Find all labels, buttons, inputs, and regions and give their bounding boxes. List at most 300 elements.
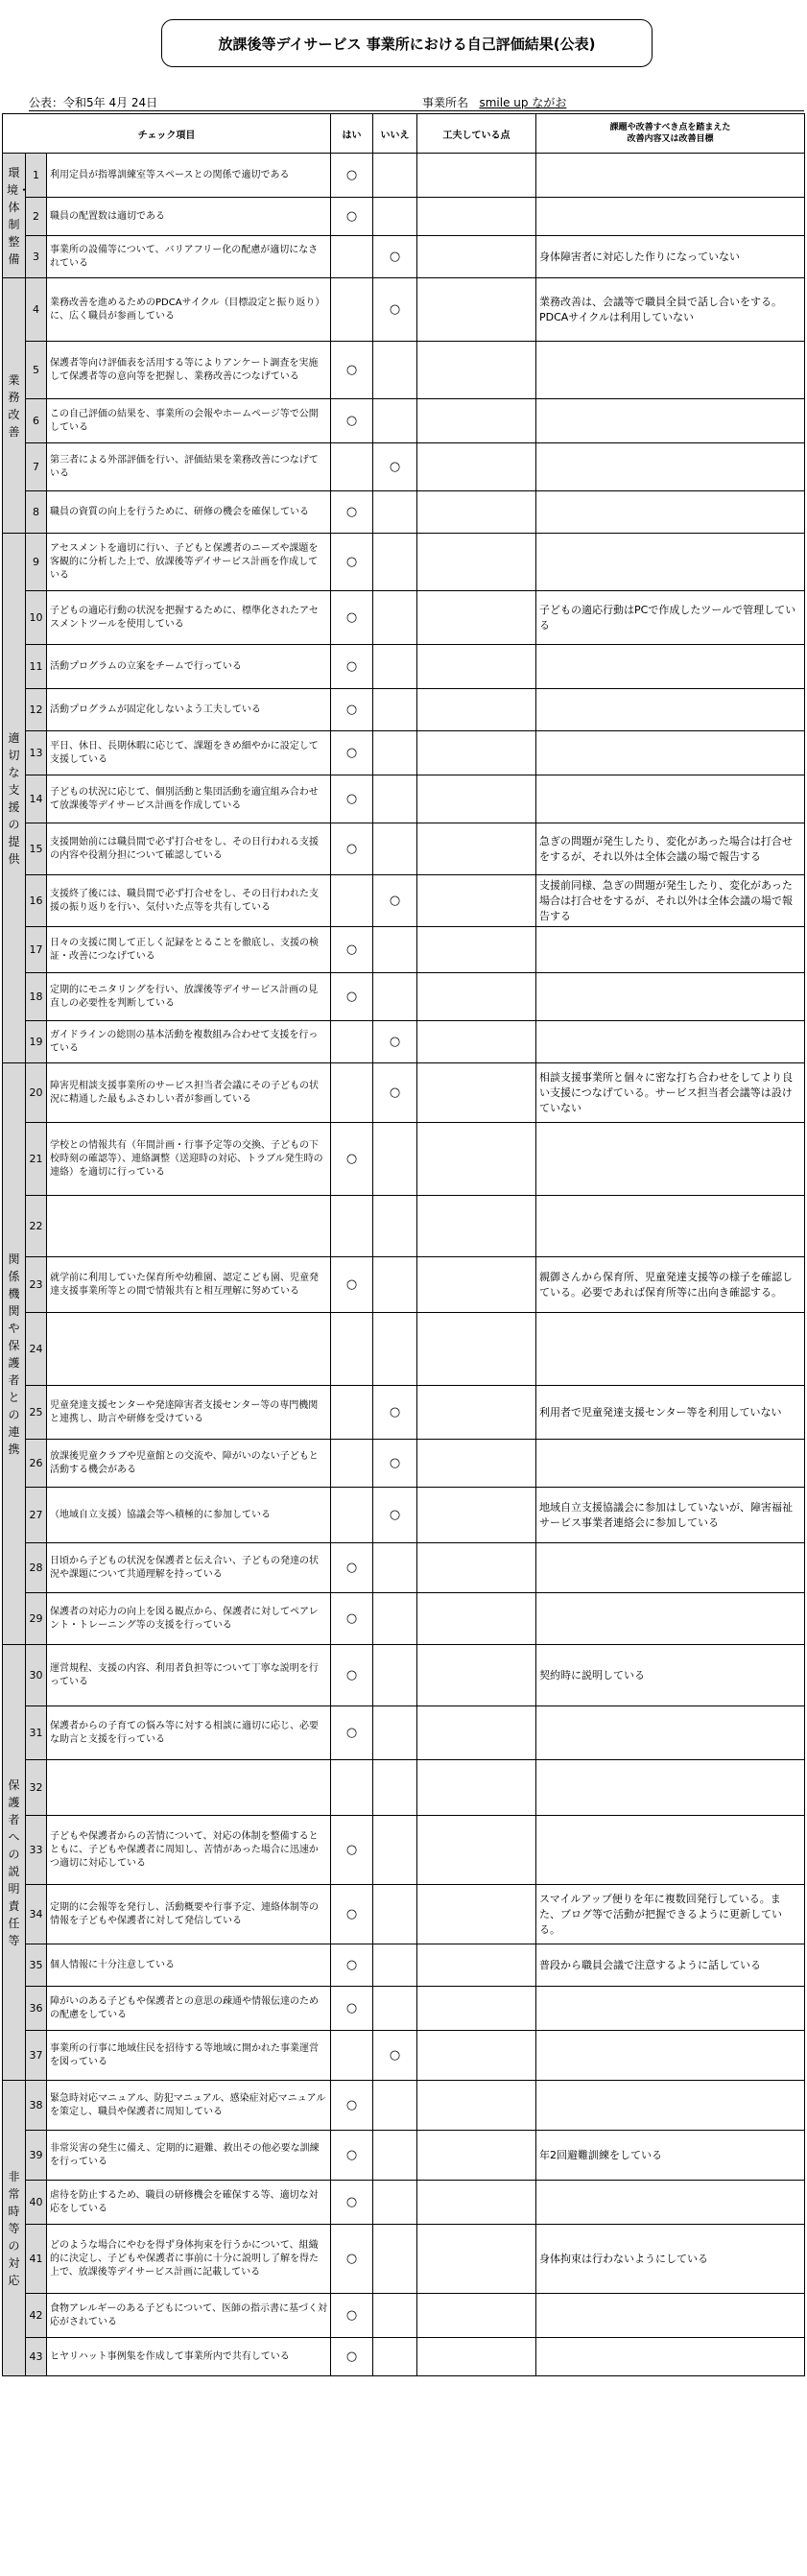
- table-row: [3, 534, 805, 591]
- no-mark: [373, 1257, 417, 1313]
- evaluation-table: [2, 113, 805, 2376]
- improvement-text: [536, 1021, 805, 1063]
- table-row: [3, 399, 805, 443]
- row-number: 35: [26, 1944, 47, 1987]
- table-row: [3, 927, 805, 973]
- table-row: [3, 2031, 805, 2081]
- check-item-text: [47, 1313, 331, 1386]
- table-row: [3, 1593, 805, 1645]
- no-mark: ○: [373, 1063, 417, 1123]
- check-item-text: （地域自立支援）協議会等へ積極的に参加している: [47, 1488, 331, 1543]
- row-number: 33: [26, 1816, 47, 1885]
- effort-text: [417, 973, 536, 1021]
- yes-mark: [331, 1196, 373, 1257]
- yes-mark: ○: [331, 927, 373, 973]
- effort-text: [417, 1645, 536, 1706]
- effort-text: [417, 823, 536, 875]
- no-mark: [373, 491, 417, 534]
- effort-text: [417, 278, 536, 342]
- effort-text: [417, 443, 536, 491]
- row-number: 42: [26, 2294, 47, 2338]
- table-row: [3, 2338, 805, 2376]
- check-item-text: 学校との情報共有（年間計画・行事予定等の交換、子どもの下校時刻の確認等）、連絡調整（送迎時の対応、トラブル発生時の連絡）を適切に行っている: [47, 1123, 331, 1196]
- check-item-text: 緊急時対応マニュアル、防犯マニュアル、感染症対応マニュアルを策定し、職員や保護者に周知している: [47, 2081, 331, 2131]
- improvement-text: [536, 1440, 805, 1488]
- row-number: 28: [26, 1543, 47, 1593]
- effort-text: [417, 1816, 536, 1885]
- category-label: 関係機関や保護者との連携: [3, 1063, 26, 1645]
- table-row: [3, 1440, 805, 1488]
- header-yes: はい: [331, 114, 373, 154]
- improvement-text: [536, 973, 805, 1021]
- category-label: 業務改善: [3, 278, 26, 534]
- improvement-text: [536, 154, 805, 198]
- no-mark: [373, 1313, 417, 1386]
- check-item-text: 活動プログラムが固定化しないよう工夫している: [47, 689, 331, 731]
- yes-mark: ○: [331, 1257, 373, 1313]
- check-item-text: 定期的に会報等を発行し、活動概要や行事予定、連絡体制等の情報を子どもや保護者に対して発信している: [47, 1885, 331, 1944]
- no-mark: [373, 1760, 417, 1816]
- yes-mark: ○: [331, 1816, 373, 1885]
- effort-text: [417, 875, 536, 927]
- improvement-text: [536, 2031, 805, 2081]
- improvement-text: 身体拘束は行わないようにしている: [536, 2225, 805, 2294]
- yes-mark: ○: [331, 399, 373, 443]
- yes-mark: ○: [331, 2294, 373, 2338]
- check-item-text: 職員の配置数は適切である: [47, 198, 331, 236]
- row-number: 13: [26, 731, 47, 775]
- row-number: 6: [26, 399, 47, 443]
- table-row: [3, 198, 805, 236]
- table-row: [3, 2131, 805, 2181]
- row-number: 7: [26, 443, 47, 491]
- category-label: 環境・体制整備: [3, 154, 26, 278]
- check-item-text: 定期的にモニタリングを行い、放課後等デイサービス計画の見直しの必要性を判断している: [47, 973, 331, 1021]
- no-mark: [373, 1885, 417, 1944]
- improvement-text: [536, 1123, 805, 1196]
- no-mark: [373, 2338, 417, 2376]
- check-item-text: 障害児相談支援事業所のサービス担当者会議にその子どもの状況に精通した最もふさわしい者が参画している: [47, 1063, 331, 1123]
- check-item-text: どのような場合にやむを得ず身体拘束を行うかについて、組織的に決定し、子どもや保護者に事前に十分に説明し了解を得た上で、放課後等デイサービス計画に記載している: [47, 2225, 331, 2294]
- no-mark: [373, 1196, 417, 1257]
- check-item-text: アセスメントを適切に行い、子どもと保護者のニーズや課題を客観的に分析した上で、放課後等デイサービス計画を作成している: [47, 534, 331, 591]
- office-name: smile up ながお: [479, 96, 567, 109]
- improvement-text: 利用者で児童発達支援センター等を利用していない: [536, 1386, 805, 1440]
- improvement-text: 子どもの適応行動はPCで作成したツールで管理している: [536, 591, 805, 645]
- no-mark: [373, 2081, 417, 2131]
- effort-text: [417, 1760, 536, 1816]
- check-item-text: 保護者からの子育ての悩み等に対する相談に適切に応じ、必要な助言と支援を行っている: [47, 1706, 331, 1760]
- check-item-text: 食物アレルギーのある子どもについて、医師の指示書に基づく対応がされている: [47, 2294, 331, 2338]
- check-item-text: 非常災害の発生に備え、定期的に避難、救出その他必要な訓練を行っている: [47, 2131, 331, 2181]
- effort-text: [417, 645, 536, 689]
- improvement-text: 親御さんから保育所、児童発達支援等の様子を確認している。必要であれば保育所等に出向き確認する。: [536, 1257, 805, 1313]
- check-item-text: 活動プログラムの立案をチームで行っている: [47, 645, 331, 689]
- table-row: [3, 1063, 805, 1123]
- improvement-text: 普段から職員会議で注意するように話している: [536, 1944, 805, 1987]
- no-mark: ○: [373, 2031, 417, 2081]
- row-number: 27: [26, 1488, 47, 1543]
- effort-text: [417, 1313, 536, 1386]
- effort-text: [417, 1488, 536, 1543]
- yes-mark: ○: [331, 2081, 373, 2131]
- table-row: [3, 689, 805, 731]
- check-item-text: 障がいのある子どもや保護者との意思の疎通や情報伝達のための配慮をしている: [47, 1987, 331, 2031]
- table-row: [3, 1488, 805, 1543]
- no-mark: [373, 973, 417, 1021]
- row-number: 16: [26, 875, 47, 927]
- yes-mark: ○: [331, 973, 373, 1021]
- header-improve-line2: 改善内容又は改善目標: [627, 134, 714, 144]
- effort-text: [417, 731, 536, 775]
- effort-text: [417, 1440, 536, 1488]
- row-number: 36: [26, 1987, 47, 2031]
- no-mark: [373, 927, 417, 973]
- yes-mark: ○: [331, 1987, 373, 2031]
- effort-text: [417, 927, 536, 973]
- yes-mark: ○: [331, 491, 373, 534]
- no-mark: [373, 823, 417, 875]
- category-label: 非常時等の対応: [3, 2081, 26, 2376]
- yes-mark: [331, 1440, 373, 1488]
- effort-text: [417, 154, 536, 198]
- effort-text: [417, 198, 536, 236]
- check-item-text: 児童発達支援センターや発達障害者支援センター等の専門機関と連携し、助言や研修を受けている: [47, 1386, 331, 1440]
- yes-mark: [331, 1063, 373, 1123]
- row-number: 10: [26, 591, 47, 645]
- effort-text: [417, 775, 536, 823]
- table-row: [3, 731, 805, 775]
- check-item-text: 子どもの適応行動の状況を把握するために、標準化されたアセスメントツールを使用している: [47, 591, 331, 645]
- check-item-text: [47, 1760, 331, 1816]
- effort-text: [417, 2131, 536, 2181]
- yes-mark: ○: [331, 1543, 373, 1593]
- improvement-text: [536, 1760, 805, 1816]
- table-row: [3, 1313, 805, 1386]
- yes-mark: [331, 236, 373, 278]
- yes-mark: [331, 443, 373, 491]
- improvement-text: [536, 2081, 805, 2131]
- row-number: 11: [26, 645, 47, 689]
- improvement-text: [536, 775, 805, 823]
- yes-mark: [331, 1021, 373, 1063]
- table-row: [3, 443, 805, 491]
- table-row: [3, 1987, 805, 2031]
- improvement-text: 契約時に説明している: [536, 1645, 805, 1706]
- improvement-text: 急ぎの問題が発生したり、変化があった場合は打合せをするが、それ以外は全体会議の場で報告する: [536, 823, 805, 875]
- effort-text: [417, 399, 536, 443]
- table-row: [3, 236, 805, 278]
- row-number: 29: [26, 1593, 47, 1645]
- table-row: [3, 2081, 805, 2131]
- table-row: [3, 1706, 805, 1760]
- check-item-text: 事業所の設備等について、バリアフリー化の配慮が適切になされている: [47, 236, 331, 278]
- check-item-text: 個人情報に十分注意している: [47, 1944, 331, 1987]
- improvement-text: [536, 2181, 805, 2225]
- yes-mark: [331, 875, 373, 927]
- table-row: [3, 491, 805, 534]
- effort-text: [417, 491, 536, 534]
- table-row: [3, 2181, 805, 2225]
- effort-text: [417, 2031, 536, 2081]
- effort-text: [417, 1885, 536, 1944]
- row-number: 20: [26, 1063, 47, 1123]
- table-row: [3, 973, 805, 1021]
- effort-text: [417, 2081, 536, 2131]
- no-mark: [373, 154, 417, 198]
- yes-mark: ○: [331, 775, 373, 823]
- yes-mark: ○: [331, 2338, 373, 2376]
- row-number: 24: [26, 1313, 47, 1386]
- improvement-text: スマイルアップ便りを年に複数回発行している。また、ブログ等で活動が把握できるように更新している。: [536, 1885, 805, 1944]
- row-number: 25: [26, 1386, 47, 1440]
- no-mark: ○: [373, 1440, 417, 1488]
- publish-date: 公表：令和5年 4月 24日: [29, 96, 158, 109]
- effort-text: [417, 591, 536, 645]
- no-mark: [373, 534, 417, 591]
- improvement-text: 相談支援事業所と個々に密な打ち合わせをしてより良い支援につなげている。サービス担当者会議等は設けていない: [536, 1063, 805, 1123]
- effort-text: [417, 1944, 536, 1987]
- table-row: [3, 1885, 805, 1944]
- row-number: 34: [26, 1885, 47, 1944]
- improvement-text: 支援前同様、急ぎの問題が発生したり、変化があった場合は打合せをするが、それ以外は全体会議の場で報告する: [536, 875, 805, 927]
- effort-text: [417, 1987, 536, 2031]
- row-number: 9: [26, 534, 47, 591]
- check-item-text: 子どもの状況に応じて、個別活動と集団活動を適宜組み合わせて放課後等デイサービス計画を作成している: [47, 775, 331, 823]
- no-mark: ○: [373, 278, 417, 342]
- improvement-text: [536, 198, 805, 236]
- improvement-text: [536, 491, 805, 534]
- row-number: 2: [26, 198, 47, 236]
- yes-mark: ○: [331, 2181, 373, 2225]
- header-improve: [536, 114, 805, 154]
- table-row: [3, 1816, 805, 1885]
- improvement-text: [536, 1593, 805, 1645]
- row-number: 30: [26, 1645, 47, 1706]
- row-number: 4: [26, 278, 47, 342]
- no-mark: [373, 2181, 417, 2225]
- no-mark: ○: [373, 875, 417, 927]
- check-item-text: 日々の支援に関して正しく記録をとることを徹底し、支援の検証・改善につなげている: [47, 927, 331, 973]
- effort-text: [417, 1593, 536, 1645]
- table-row: [3, 2294, 805, 2338]
- row-number: 21: [26, 1123, 47, 1196]
- improvement-text: [536, 645, 805, 689]
- category-label: 適切な支援の提供: [3, 534, 26, 1063]
- row-number: 14: [26, 775, 47, 823]
- no-mark: [373, 1593, 417, 1645]
- check-item-text: ガイドラインの総則の基本活動を複数組み合わせて支援を行っている: [47, 1021, 331, 1063]
- no-mark: [373, 775, 417, 823]
- row-number: 18: [26, 973, 47, 1021]
- check-item-text: ヒヤリハット事例集を作成して事業所内で共有している: [47, 2338, 331, 2376]
- row-number: 5: [26, 342, 47, 399]
- no-mark: [373, 2131, 417, 2181]
- table-row: [3, 278, 805, 342]
- improvement-text: [536, 689, 805, 731]
- effort-text: [417, 236, 536, 278]
- table-row: [3, 1645, 805, 1706]
- row-number: 31: [26, 1706, 47, 1760]
- no-mark: [373, 198, 417, 236]
- check-item-text: 事業所の行事に地域住民を招待する等地域に開かれた事業運営を図っている: [47, 2031, 331, 2081]
- yes-mark: ○: [331, 1645, 373, 1706]
- yes-mark: [331, 1760, 373, 1816]
- table-row: [3, 1021, 805, 1063]
- table-row: [3, 823, 805, 875]
- row-number: 3: [26, 236, 47, 278]
- effort-text: [417, 2338, 536, 2376]
- yes-mark: ○: [331, 342, 373, 399]
- row-number: 12: [26, 689, 47, 731]
- effort-text: [417, 1706, 536, 1760]
- no-mark: [373, 2225, 417, 2294]
- no-mark: [373, 399, 417, 443]
- row-number: 32: [26, 1760, 47, 1816]
- yes-mark: [331, 1313, 373, 1386]
- yes-mark: ○: [331, 2225, 373, 2294]
- no-mark: [373, 645, 417, 689]
- improvement-text: [536, 443, 805, 491]
- yes-mark: ○: [331, 1885, 373, 1944]
- yes-mark: ○: [331, 1944, 373, 1987]
- table-row: [3, 154, 805, 198]
- check-item-text: 業務改善を進めるためのPDCAサイクル（目標設定と振り返り）に、広く職員が参画している: [47, 278, 331, 342]
- no-mark: [373, 1543, 417, 1593]
- improvement-text: [536, 1196, 805, 1257]
- yes-mark: ○: [331, 689, 373, 731]
- no-mark: ○: [373, 1386, 417, 1440]
- effort-text: [417, 1021, 536, 1063]
- check-item-text: 支援終了後には、職員間で必ず打合せをし、その日行われた支援の振り返りを行い、気付いた点等を共有している: [47, 875, 331, 927]
- no-mark: ○: [373, 443, 417, 491]
- page-title: 放課後等デイサービス 事業所における自己評価結果(公表): [161, 19, 653, 67]
- row-number: 40: [26, 2181, 47, 2225]
- check-item-text: この自己評価の結果を、事業所の会報やホームページ等で公開している: [47, 399, 331, 443]
- row-number: 17: [26, 927, 47, 973]
- check-item-text: 放課後児童クラブや児童館との交流や、障がいのない子どもと活動する機会がある: [47, 1440, 331, 1488]
- improvement-text: [536, 342, 805, 399]
- row-number: 15: [26, 823, 47, 875]
- row-number: 43: [26, 2338, 47, 2376]
- improvement-text: [536, 927, 805, 973]
- check-item-text: 子どもや保護者からの苦情について、対応の体制を整備するとともに、子どもや保護者に周知し、苦情があった場合に迅速かつ適切に対応している: [47, 1816, 331, 1885]
- table-row: [3, 875, 805, 927]
- check-item-text: 虐待を防止するため、職員の研修機会を確保する等、適切な対応をしている: [47, 2181, 331, 2225]
- header-effort: 工夫している点: [417, 114, 536, 154]
- yes-mark: ○: [331, 1593, 373, 1645]
- check-item-text: 保護者の対応力の向上を図る観点から、保護者に対してペアレント・トレーニング等の支援を行っている: [47, 1593, 331, 1645]
- effort-text: [417, 1196, 536, 1257]
- no-mark: ○: [373, 1021, 417, 1063]
- effort-text: [417, 1123, 536, 1196]
- improvement-text: [536, 1543, 805, 1593]
- no-mark: [373, 591, 417, 645]
- row-number: 8: [26, 491, 47, 534]
- row-number: 37: [26, 2031, 47, 2081]
- no-mark: [373, 2294, 417, 2338]
- effort-text: [417, 1257, 536, 1313]
- no-mark: ○: [373, 1488, 417, 1543]
- improvement-text: [536, 534, 805, 591]
- table-row: [3, 1760, 805, 1816]
- table-header-row: [3, 114, 805, 154]
- row-number: 19: [26, 1021, 47, 1063]
- row-number: 41: [26, 2225, 47, 2294]
- table-row: [3, 645, 805, 689]
- improvement-text: 身体障害者に対応した作りになっていない: [536, 236, 805, 278]
- row-number: 23: [26, 1257, 47, 1313]
- check-item-text: 運営規程、支援の内容、利用者負担等について丁寧な説明を行っている: [47, 1645, 331, 1706]
- improvement-text: 業務改善は、会議等で職員全員で話し合いをする。PDCAサイクルは利用していない: [536, 278, 805, 342]
- table-body: [3, 154, 805, 2376]
- check-item-text: 保護者等向け評価表を活用する等によりアンケート調査を実施して保護者等の意向等を把握し、業務改善につなげている: [47, 342, 331, 399]
- no-mark: [373, 731, 417, 775]
- yes-mark: ○: [331, 823, 373, 875]
- no-mark: [373, 689, 417, 731]
- improvement-text: [536, 1313, 805, 1386]
- no-mark: [373, 1987, 417, 2031]
- yes-mark: ○: [331, 198, 373, 236]
- yes-mark: ○: [331, 1706, 373, 1760]
- no-mark: [373, 1645, 417, 1706]
- header-improve-line1: 課題や改善すべき点を踏まえた: [609, 123, 731, 132]
- row-number: 38: [26, 2081, 47, 2131]
- table-row: [3, 1386, 805, 1440]
- header-no: いいえ: [373, 114, 417, 154]
- yes-mark: ○: [331, 154, 373, 198]
- yes-mark: ○: [331, 645, 373, 689]
- yes-mark: ○: [331, 534, 373, 591]
- check-item-text: 日頃から子どもの状況を保護者と伝え合い、子どもの発達の状況や課題について共通理解を持っている: [47, 1543, 331, 1593]
- row-number: 1: [26, 154, 47, 198]
- improvement-text: [536, 2294, 805, 2338]
- table-row: [3, 1123, 805, 1196]
- effort-text: [417, 689, 536, 731]
- improvement-text: [536, 1816, 805, 1885]
- no-mark: [373, 1706, 417, 1760]
- table-row: [3, 775, 805, 823]
- improvement-text: 地域自立支援協議会に参加はしていないが、障害福祉サービス事業者連絡会に参加している: [536, 1488, 805, 1543]
- no-mark: [373, 1123, 417, 1196]
- yes-mark: ○: [331, 591, 373, 645]
- yes-mark: ○: [331, 1123, 373, 1196]
- check-item-text: [47, 1196, 331, 1257]
- yes-mark: [331, 1488, 373, 1543]
- effort-text: [417, 2225, 536, 2294]
- improvement-text: [536, 399, 805, 443]
- no-mark: [373, 342, 417, 399]
- check-item-text: 第三者による外部評価を行い、評価結果を業務改善につなげている: [47, 443, 331, 491]
- improvement-text: [536, 2338, 805, 2376]
- table-row: [3, 342, 805, 399]
- office-info: [422, 94, 566, 110]
- office-label: 事業所名: [422, 96, 469, 109]
- check-item-text: 支援開始前には職員間で必ず打合せをし、その日行われる支援の内容や役割分担について確認している: [47, 823, 331, 875]
- row-number: 26: [26, 1440, 47, 1488]
- table-row: [3, 1257, 805, 1313]
- improvement-text: 年2回避難訓練をしている: [536, 2131, 805, 2181]
- table-row: [3, 1543, 805, 1593]
- effort-text: [417, 342, 536, 399]
- table-row: [3, 1944, 805, 1987]
- improvement-text: [536, 1987, 805, 2031]
- check-item-text: 平日、休日、長期休暇に応じて、課題をきめ細やかに設定して支援している: [47, 731, 331, 775]
- header-divider: [29, 110, 804, 111]
- improvement-text: [536, 731, 805, 775]
- category-label: 保護者への説明責任等: [3, 1645, 26, 2081]
- yes-mark: [331, 2031, 373, 2081]
